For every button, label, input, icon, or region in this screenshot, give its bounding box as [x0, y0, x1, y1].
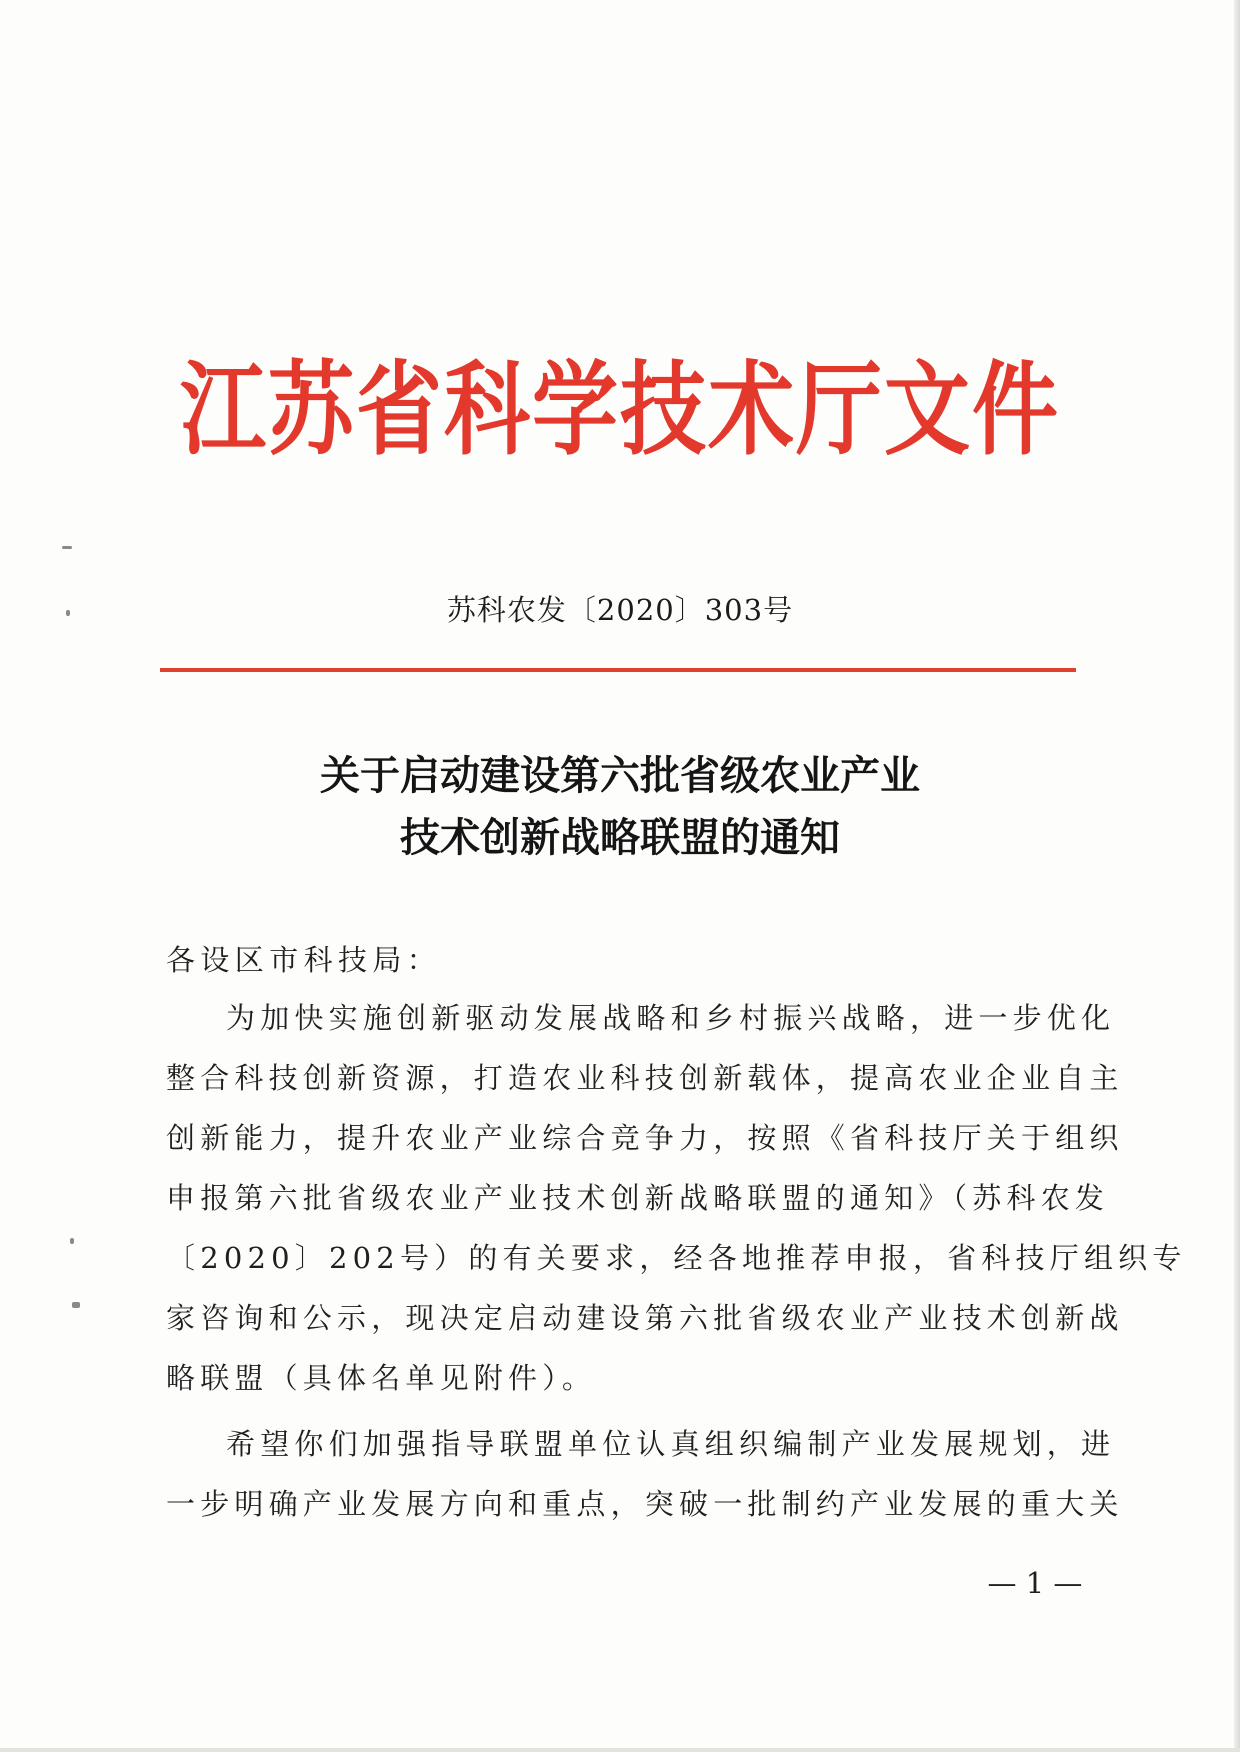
paragraph-line: 家咨询和公示，现决定启动建设第六批省级农业产业技术创新战 — [166, 1301, 1124, 1335]
paragraph-line: 一步明确产业发展方向和重点，突破一批制约产业发展的重大关 — [166, 1487, 1124, 1521]
paragraph-line: 〔2020〕202号）的有关要求，经各地推荐申报，省科技厅组织专 — [166, 1241, 1187, 1275]
paragraph-line: 略联盟（具体名单见附件）。 — [166, 1361, 597, 1395]
page-edge-bottom — [0, 1748, 1240, 1752]
paragraph-line: 整合科技创新资源，打造农业科技创新载体，提高农业企业自主 — [166, 1061, 1124, 1095]
binding-hole-mark — [70, 1238, 74, 1244]
paragraph-line: 创新能力，提升农业产业综合竞争力，按照《省科技厅关于组织 — [166, 1121, 1124, 1155]
masthead-title: 江苏省科学技术厅文件 — [180, 350, 1060, 470]
binding-hole-mark — [62, 546, 72, 549]
document-number: 苏科农发〔2020〕303号 — [446, 593, 794, 627]
paragraph-line: 为加快实施创新驱动发展战略和乡村振兴战略，进一步优化 — [226, 1001, 1116, 1035]
salutation: 各设区市科技局： — [166, 943, 442, 977]
page-edge-shadow — [1234, 0, 1240, 1752]
paragraph-line: 申报第六批省级农业产业技术创新战略联盟的通知》（苏科农发 — [166, 1181, 1110, 1215]
title-line: 技术创新战略联盟的通知 — [400, 814, 840, 861]
binding-hole-mark — [72, 1302, 80, 1308]
red-separator-rule — [160, 668, 1076, 672]
binding-hole-mark — [66, 610, 70, 616]
document-title — [180, 745, 1060, 869]
page-number: — 1 — — [987, 1566, 1083, 1600]
title-line: 关于启动建设第六批省级农业产业 — [320, 752, 920, 799]
paragraph-line: 希望你们加强指导联盟单位认真组织编制产业发展规划，进 — [226, 1427, 1116, 1461]
